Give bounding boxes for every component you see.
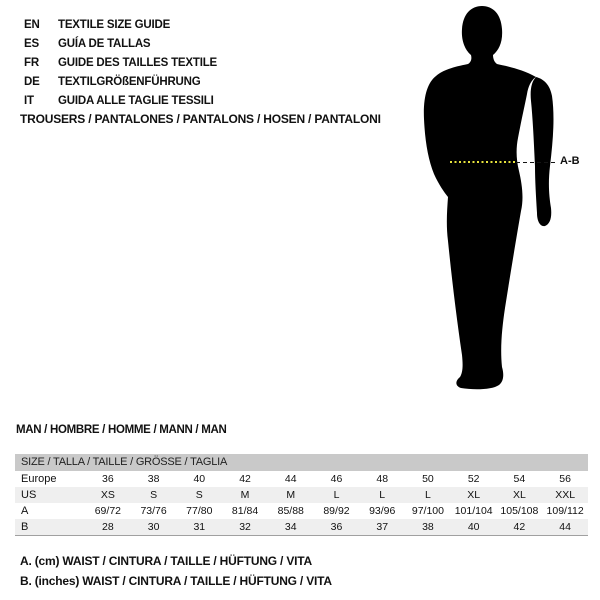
size-cell: 31 bbox=[193, 521, 206, 533]
size-cell: 37 bbox=[376, 521, 389, 533]
language-row-fr bbox=[24, 54, 217, 73]
size-table-body bbox=[15, 471, 588, 535]
size-cell: 36 bbox=[102, 473, 114, 485]
size-cell: 109/112 bbox=[546, 505, 584, 517]
size-cell: 38 bbox=[147, 473, 160, 485]
size-cell: 42 bbox=[239, 473, 251, 485]
language-title: GUIDA ALLE TAGLIE TESSILI bbox=[58, 95, 214, 107]
size-cell: 44 bbox=[559, 521, 571, 533]
note-waist-inches: B. (inches) WAIST / CINTURA / TAILLE / HÜFTUNG / VITA bbox=[20, 574, 332, 588]
size-cell: XL bbox=[467, 489, 481, 501]
measurement-notes bbox=[20, 551, 332, 591]
section-title-man: MAN / HOMBRE / HOMME / MANN / MAN bbox=[16, 424, 227, 436]
row-label: US bbox=[21, 489, 37, 501]
size-cell: 36 bbox=[330, 521, 343, 533]
size-cell: 50 bbox=[422, 473, 434, 485]
table-row-europe bbox=[15, 471, 588, 487]
size-cell: 85/88 bbox=[277, 505, 304, 517]
language-code: IT bbox=[24, 95, 34, 107]
size-cell: L bbox=[425, 489, 431, 501]
row-label: B bbox=[21, 521, 29, 533]
size-cell: 28 bbox=[102, 521, 114, 533]
size-cell: 40 bbox=[193, 473, 206, 485]
size-cell: L bbox=[379, 489, 386, 501]
size-cell: XXL bbox=[555, 489, 576, 501]
language-code: DE bbox=[24, 76, 40, 88]
language-row-de bbox=[24, 73, 217, 92]
size-cell: 40 bbox=[467, 521, 480, 533]
size-cell: S bbox=[150, 489, 158, 501]
size-cell: 46 bbox=[330, 473, 343, 485]
size-cell: 34 bbox=[284, 521, 297, 533]
size-cell: 89/92 bbox=[323, 505, 350, 517]
size-cell: 81/84 bbox=[231, 505, 259, 517]
size-cell: M bbox=[240, 489, 250, 501]
size-table-header: SIZE / TALLA / TAILLE / GRÖSSE / TAGLIA bbox=[15, 454, 588, 471]
size-cell: 101/104 bbox=[454, 505, 493, 517]
size-cell: 32 bbox=[239, 521, 251, 533]
size-cell: M bbox=[286, 489, 296, 501]
note-waist-cm: A. (cm) WAIST / CINTURA / TAILLE / HÜFTUNG / VITA bbox=[20, 554, 312, 568]
size-cell: 44 bbox=[284, 473, 297, 485]
row-label: A bbox=[21, 505, 29, 517]
size-cell: 42 bbox=[513, 521, 526, 533]
size-cell: 30 bbox=[147, 521, 160, 533]
language-code: ES bbox=[24, 38, 39, 50]
size-cell: 38 bbox=[422, 521, 434, 533]
garment-title: TROUSERS / PANTALONES / PANTALONS / HOSEN / PANTALONI bbox=[20, 112, 381, 126]
size-cell: 54 bbox=[513, 473, 526, 485]
size-cell: 93/96 bbox=[369, 505, 396, 517]
size-cell: 48 bbox=[376, 473, 389, 485]
table-row-us bbox=[15, 487, 588, 503]
table-row-b bbox=[15, 519, 588, 535]
size-cell: 105/108 bbox=[500, 505, 539, 517]
waist-measure-line-outer bbox=[516, 162, 557, 164]
table-row-a bbox=[15, 503, 588, 519]
size-cell: 77/80 bbox=[186, 505, 213, 517]
size-cell: 69/72 bbox=[94, 505, 121, 517]
language-code: FR bbox=[24, 57, 39, 69]
size-cell: S bbox=[195, 489, 203, 501]
size-table bbox=[15, 454, 588, 536]
language-title: GUIDE DES TAILLES TEXTILE bbox=[58, 57, 217, 69]
size-cell: XL bbox=[512, 489, 526, 501]
size-cell: XS bbox=[100, 489, 115, 501]
language-row-es bbox=[24, 35, 217, 54]
size-cell: 52 bbox=[467, 473, 480, 485]
size-cell: 56 bbox=[559, 473, 571, 485]
man-silhouette-figure bbox=[400, 0, 600, 400]
language-row-en bbox=[24, 16, 217, 35]
language-title: TEXTILGRÖßENFÜHRUNG bbox=[58, 76, 201, 88]
language-row-it bbox=[24, 92, 217, 111]
language-title: TEXTILE SIZE GUIDE bbox=[58, 19, 171, 31]
size-cell: 97/100 bbox=[411, 505, 444, 517]
language-title: GUÍA DE TALLAS bbox=[58, 38, 151, 50]
size-cell: 73/76 bbox=[140, 505, 167, 517]
row-label: Europe bbox=[21, 473, 57, 485]
language-code: EN bbox=[24, 19, 40, 31]
size-cell: L bbox=[333, 489, 340, 501]
waist-measure-line-inner bbox=[450, 161, 516, 163]
language-list bbox=[24, 16, 217, 111]
waist-measure-label: A-B bbox=[560, 155, 580, 167]
